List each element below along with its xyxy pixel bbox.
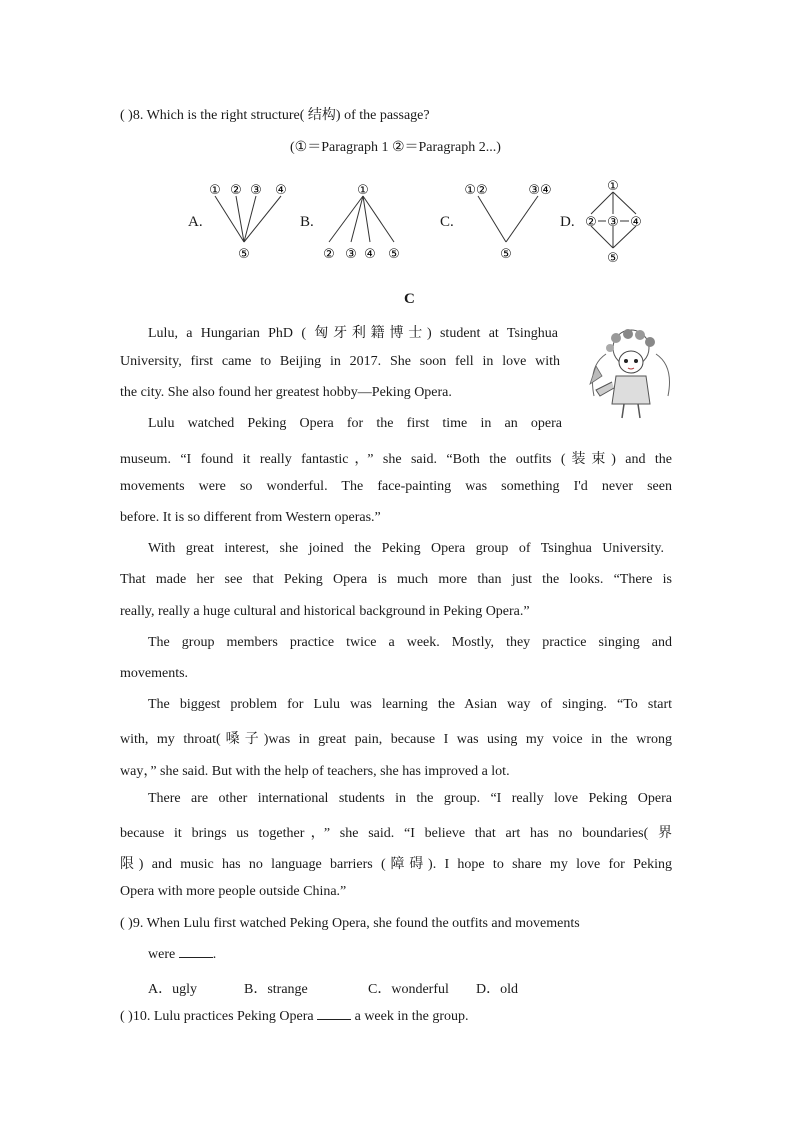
passage-line: 限) and music has no language barriers (障碍). I hope to share my love for Peking <box>120 857 672 872</box>
diagram-a-node-1: ① <box>209 183 221 198</box>
diagram-b-node-3: ③ <box>345 247 357 262</box>
passage-line: movements were so wonderful. The face-painting was something I'd never seen <box>120 479 672 494</box>
diagram-d-node-4: ④ <box>630 215 642 230</box>
passage-line: With great interest, she joined the Peking Opera group of Tsinghua University. <box>148 541 664 556</box>
q9-stem-word: were <box>148 947 176 962</box>
q9-answer-blank[interactable] <box>179 947 213 958</box>
q9-option-d[interactable]: D．old <box>476 982 518 997</box>
passage-line: There are other international students in the group. “I really love Peking Opera <box>148 791 672 806</box>
option-c-label: C. <box>440 214 454 230</box>
diagram-b-node-4: ④ <box>364 247 376 262</box>
diagram-a-node-4: ④ <box>275 183 287 198</box>
passage-line: The group members practice twice a week. Mostly, they practice singing and <box>148 635 672 650</box>
q8-legend: (①＝Paragraph 1 ②＝Paragraph 2...) <box>290 140 501 155</box>
q9-stem: ( )9. When Lulu first watched Peking Opera, she found the outfits and movements <box>120 916 580 931</box>
passage-line: really, really a huge cultural and historical background in Peking Opera.” <box>120 604 530 619</box>
diagram-c-node-5: ⑤ <box>500 247 512 262</box>
q10-answer-blank[interactable] <box>317 1009 351 1020</box>
diagram-c <box>458 178 568 271</box>
diagram-a-node-2: ② <box>230 183 242 198</box>
passage-line: The biggest problem for Lulu was learning the Asian way of singing. “To start <box>148 697 672 712</box>
passage-line: because it brings us together，” she said. “I believe that art has no boundaries( 界 <box>120 826 672 841</box>
diagram-d <box>578 176 658 273</box>
passage-line: Lulu, a Hungarian PhD ( 匈牙利籍博士) student at Tsinghua <box>148 326 558 341</box>
passage-line: Lulu watched Peking Opera for the first time in an opera <box>148 416 562 431</box>
option-b-label: B. <box>300 214 314 230</box>
diagram-b-node-5: ⑤ <box>388 247 400 262</box>
option-a-label: A. <box>188 214 203 230</box>
q9-option-a[interactable]: A．ugly <box>148 982 197 997</box>
diagram-d-node-3: ③ <box>607 215 619 230</box>
peking-opera-illustration <box>576 326 686 422</box>
q9-option-c[interactable]: C．wonderful <box>368 982 449 997</box>
q10-stem-pre: ( )10. Lulu practices Peking Opera <box>120 1009 314 1024</box>
passage-line: That made her see that Peking Opera is much more than just the looks. “There is <box>120 572 672 587</box>
q9-option-b[interactable]: B．strange <box>244 982 308 997</box>
q10-stem-post: a week in the group. <box>354 1009 469 1024</box>
passage-line: before. It is so different from Western operas.” <box>120 510 381 525</box>
diagram-b-node-1: ① <box>357 183 369 198</box>
passage-line: movements. <box>120 666 189 681</box>
q10-stem <box>120 1009 469 1025</box>
diagram-d-node-5: ⑤ <box>607 251 619 266</box>
passage-line: museum. “I found it really fantastic，” she said. “Both the outfits (装束) and the <box>120 452 672 467</box>
diagram-b-node-2: ② <box>323 247 335 262</box>
passage-line: Opera with more people outside China.” <box>120 884 347 899</box>
q9-stem-line2 <box>148 947 216 963</box>
q9-stem-period: . <box>212 947 217 962</box>
diagram-c-node-12: ①② <box>464 183 488 198</box>
diagram-a-node-3: ③ <box>250 183 262 198</box>
diagram-b <box>318 178 408 271</box>
diagram-d-node-1: ① <box>607 179 619 194</box>
q8-stem: ( )8. Which is the right structure( 结构) of the passage? <box>120 108 430 123</box>
diagram-d-node-2: ② <box>585 215 597 230</box>
diagram-a-node-5: ⑤ <box>238 247 250 262</box>
passage-line: with, my throat(嗓子)was in great pain, because I was using my voice in the wrong <box>120 732 672 747</box>
diagram-c-node-34: ③④ <box>528 183 552 198</box>
passage-line: University, first came to Beijing in 2017. She soon fell in love with <box>120 354 560 369</box>
passage-line: the city. She also found her greatest hobby—Peking Opera. <box>120 385 452 400</box>
option-d-label: D. <box>560 214 575 230</box>
diagram-a <box>205 178 295 271</box>
section-heading: C <box>404 291 415 307</box>
passage-line: way，” she said. But with the help of teachers, she has improved a lot. <box>120 764 510 779</box>
